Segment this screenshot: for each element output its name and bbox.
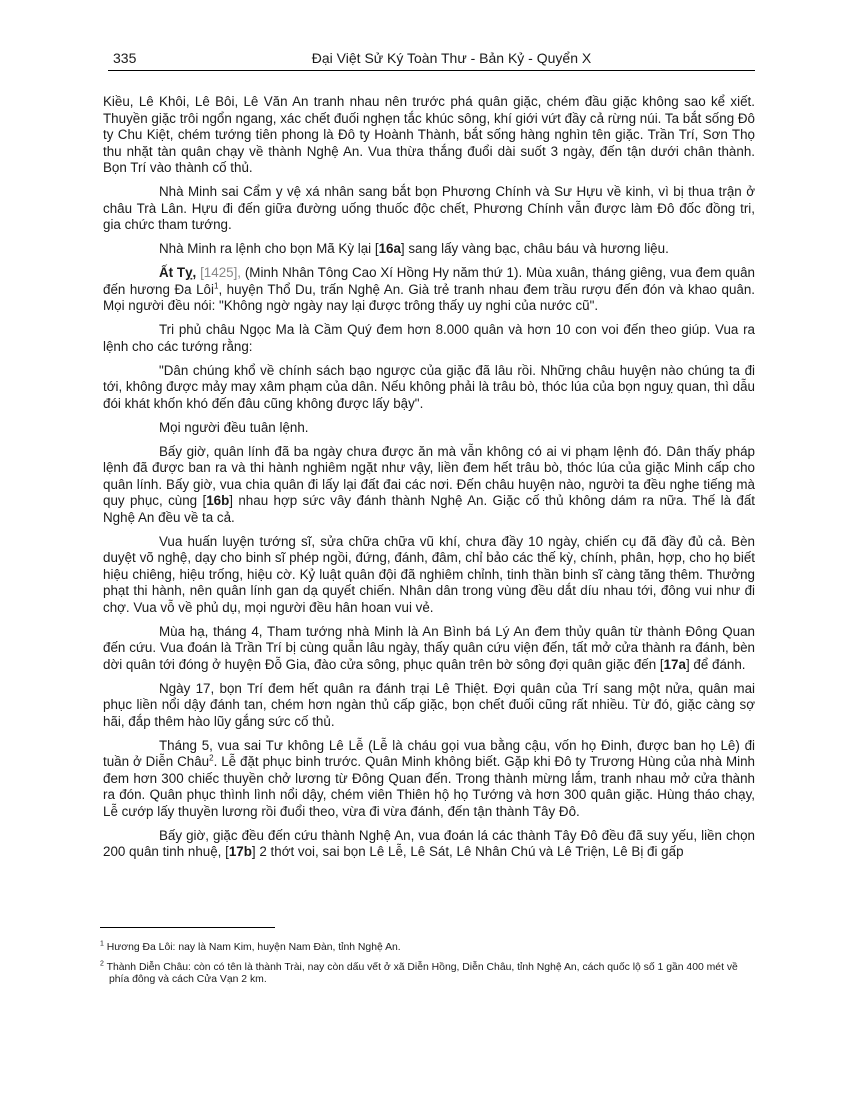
paragraph	[103, 265, 755, 315]
text-run: ] 2 thớt voi, sai bọn Lê Lễ, Lê Sát, Lê Nhân Chú và Lê Triện, Lê Bị đi gấp	[251, 844, 684, 859]
page-number: 335	[113, 50, 137, 66]
footnote-text: Hương Đa Lôi: nay là Nam Kim, huyện Nam Đàn, tỉnh Nghệ An.	[103, 942, 401, 953]
paragraph: Ngày 17, bọn Trí đem hết quân ra đánh trại Lê Thiệt. Đợi quân của Trí sang một nửa, quân mai phục liền nổi dậy đánh tan, chém hơn ngàn thủ cấp giặc, bọn chết đuối cũng rất nhiều. Từ đó, giặc càng sợ hãi, đắp thêm hào lũy gắng sức cố thủ.	[103, 680, 755, 729]
paragraph: Tri phủ châu Ngọc Ma là Cầm Quý đem hơn 8.000 quân và hơn 10 con voi đến theo giúp. Vua ra lệnh cho các tướng rằng:	[103, 322, 755, 354]
folio-marker: 16b	[206, 493, 230, 508]
body-text	[103, 94, 755, 868]
paragraph: Vua huấn luyện tướng sĩ, sửa chữa chữa vũ khí, chưa đầy 10 ngày, chiến cụ đã đầy đủ cả. Bèn duyệt võ nghệ, dạy cho binh sĩ phép ngồi, đứng, đánh, đâm, chỉ bảo các thế kỳ, chính, phân, hợp, cho họ biết hiệu chiêng, hiệu trống, hiệu cờ. Kỷ luật quân đội đã nghiêm chỉnh, tinh thần binh sĩ càng tăng thêm. Thưởng phạt thi hành, nên quân lính gan dạ quyết chiến. Nhân dân trong vùng đều dắt díu nhau tới, đông vui như đi chợ. Vua vỗ về phủ dụ, mọi người đều hân hoan vui vẻ.	[103, 533, 755, 615]
text-run: . Lễ đặt phục binh trước. Quân Minh không biết. Gặp khi Đô ty Trương Hùng của nhà Minh đem hơn 300 chiếc thuyền chở lương từ Đông Quan đến. Trong thành mừng lắm, tranh nhau mở cửa thành ra đón. Quân phục thình lình nổi dậy, chém viên Thiên hộ họ Tướng và hơn 300 quân giặc. Hùng tháo chạy, Lễ cướp lấy thuyền lương rồi đuổi theo, vừa đi vừa đánh, đến tận thành Tây Đô.	[103, 754, 755, 819]
text-run: Mùa hạ, tháng 4, Tham tướng nhà Minh là An Bình bá Lý An đem thủy quân từ thành Đông Quan đến cứu. Vua đoán là Trần Trí bị cùng quẫn lâu ngày, thấy quân cứu viện đến, tất mở cửa thành ra đánh, bèn dời quân tới đóng ở huyện Đỗ Gia, đào cửa sông, phục quân trên bờ sông đợi quân giặc đến [	[103, 623, 755, 672]
footnote	[100, 962, 755, 987]
text-run: Bấy giờ, giặc đều đến cứu thành Nghệ An, vua đoán lá các thành Tây Đô đều đã suy yếu, liền chọn 200 quân tinh nhuệ, [	[103, 827, 755, 859]
folio-marker: 17b	[228, 844, 252, 859]
footnote-text: Thành Diễn Châu: còn có tên là thành Trài, nay còn dấu vết ở xã Diễn Hồng, Diễn Châu, tỉnh Nghệ An, cách quốc lộ số 1 gần 400 mét về phía đông và cách Cửa Vạn 2 km.	[103, 961, 738, 985]
paragraph: Kiều, Lê Khôi, Lê Bôi, Lê Văn An tranh nhau nên trước phá quân giặc, chém đầu giặc không sao kể xiết. Thuyền giặc trôi ngổn ngang, xác chết đuối nghẹn tắc khúc sông, khí giới vứt đầy cả rừng núi. Ta bắt sống Đô ty Chu Kiệt, chém tướng tiên phong là Đô ty Hoành Thành, bắt sống hàng nghìn tên giặc. Trần Trí, Sơn Thọ thu nhặt tàn quân chạy về thành Nghệ An. Vua thừa thắng đuổi dài suốt 3 ngày, đến tận dưới chân thành. Bọn Trí vào thành cố thủ.	[103, 94, 755, 175]
footnote-separator	[100, 927, 275, 928]
text-run: Bấy giờ, quân lính đã ba ngày chưa được ăn mà vẫn không có ai vi phạm lệnh đó. Dân thấy pháp lệnh đã được ban ra và thi hành nghiêm ngặt như vậy, liền đem hết trâu bò, thóc lúa của giặc Minh cấp cho quân lính. Bấy giờ, vua chia quân đi lấy lại đất đai các nơi. Đến châu huyện nào, người ta đều nghe tiếng mà quy phục, cùng [	[103, 443, 755, 508]
text-run: Nhà Minh ra lệnh cho bọn Mã Kỳ lại [	[159, 241, 379, 256]
paragraph	[103, 241, 755, 258]
text-run: ] sang lấy vàng bạc, châu báu và hương liệu.	[400, 241, 669, 256]
paragraph	[103, 828, 755, 861]
footnote-ref: 2	[209, 753, 214, 763]
paragraph: Mọi người đều tuân lệnh.	[159, 419, 309, 435]
text-run: ] nhau hợp sức vây đánh thành Nghệ An. Giặc cố thủ không dám ra nữa. Thế là đất Nghệ An đều về ta cả.	[103, 493, 755, 525]
text-run: (Minh Nhân Tông Cao Xí Hồng Hy năm thứ 1). Mùa xuân, tháng giêng, vua đem quân đến hương Đa Lôi	[103, 265, 755, 297]
footnote-number: 2	[100, 960, 104, 968]
folio-marker: 16a	[378, 241, 401, 256]
paragraph	[103, 738, 755, 821]
footnote-ref: 1	[213, 281, 219, 291]
footnotes	[100, 942, 755, 994]
text-run: ] để đánh.	[685, 656, 746, 672]
paragraph: Nhà Minh sai Cẩm y vệ xá nhân sang bắt bọn Phương Chính và Sư Hựu về kinh, vì bị thua trận ở châu Trà Lân. Hựu đi đến giữa đường uống thuốc độc chết, Phương Chính vẫn được làm Đô đốc đồng tri, gia chức tham tướng.	[103, 184, 755, 232]
footnote-number: 1	[100, 940, 104, 948]
quotation: "Dân chúng khổ về chính sách bạo ngược của giặc đã lâu rồi. Những châu huyện nào chúng ta đi tới, không được mảy may xâm phạm của dân. Nếu không phải là trâu bò, thóc lúa của bọn nguỵ quan, thì dẫu đói khát khốn khó đến đâu cũng không được lấy bậy".	[103, 362, 755, 411]
text-run: Tháng 5, vua sai Tư không Lê Lễ (Lễ là cháu gọi vua bằng cậu, vốn họ Đinh, được ban họ Lê) đi tuần ở Diễn Châu	[103, 737, 755, 769]
footnote	[100, 942, 755, 955]
page-header	[108, 50, 755, 71]
year-heading: Ất Tỵ,	[159, 265, 197, 280]
year-gregorian: [1425],	[196, 265, 242, 280]
folio-marker: 17a	[663, 656, 686, 672]
paragraph	[103, 444, 755, 527]
text-run: , huyện Thổ Du, trấn Nghệ An. Già trẻ tranh nhau đem trầu rượu đến đón và khao quân. Mọi người đều nói: "Không ngờ ngày nay lại được trông thấy uy nghi của nước cũ".	[103, 281, 756, 313]
paragraph	[103, 624, 755, 674]
running-title: Đại Việt Sử Ký Toàn Thư - Bản Kỷ - Quyển X	[311, 50, 592, 66]
